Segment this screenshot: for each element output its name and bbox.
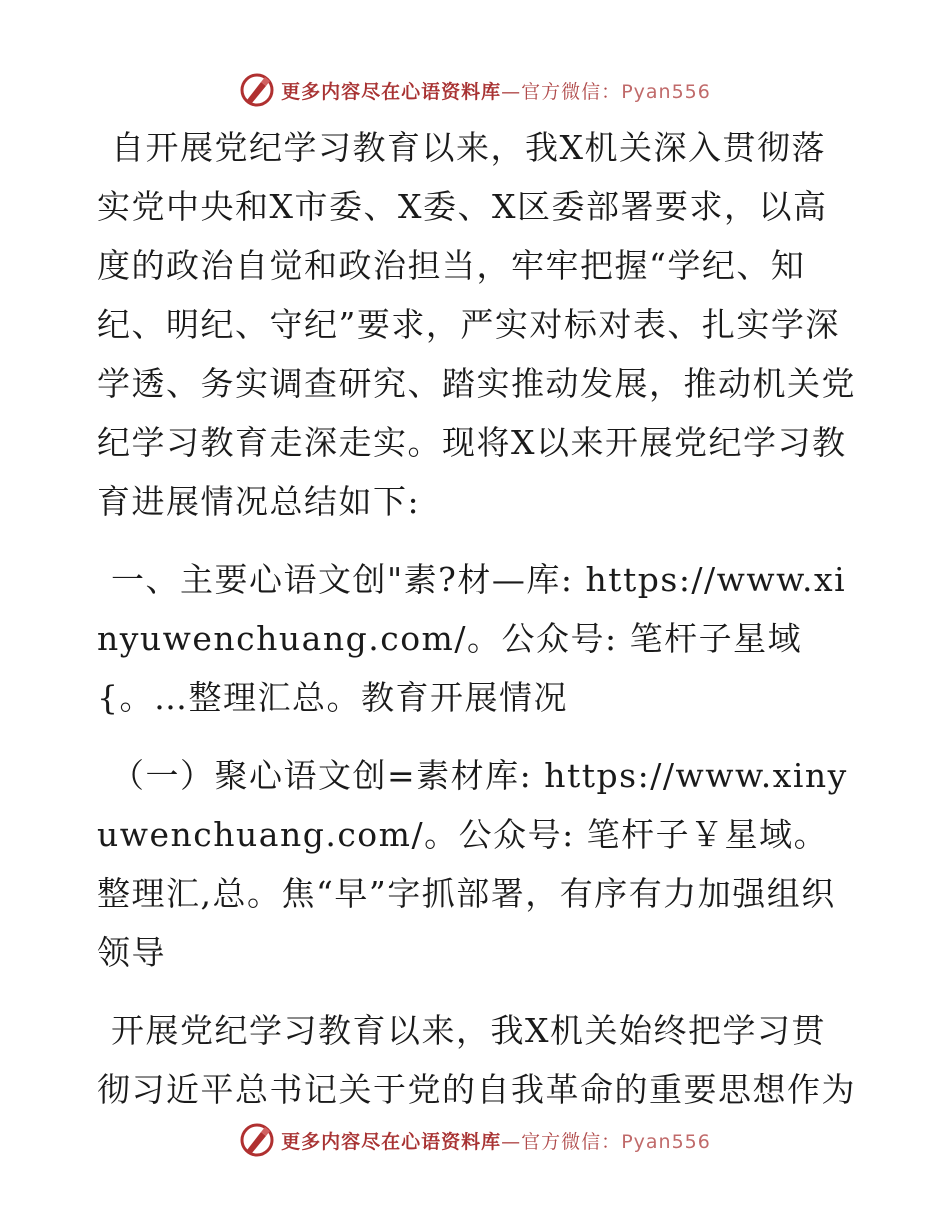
watermark-title: 更多内容尽在心语资料库 <box>281 1130 502 1153</box>
intro-paragraph: 自开展党纪学习教育以来，我X机关深入贯彻落实党中央和X市委、X委、X区委部署要求，以高度的政治自觉和政治担当，牢牢把握“学纪、知纪、明纪、守纪”要求，严实对标对表、扎实学深学透、务实调查研究、踏实推动发展，推动机关党纪学习教育走深走实。现将X以来开展党纪学习教育进展情况总结如下: <box>97 128 856 521</box>
body-paragraph: 开展党纪学习教育以来，我X机关始终把学习贯彻习近平总书记关于党的自我革命的重要思想作为 <box>97 1011 856 1109</box>
pen-logo-icon <box>239 1122 275 1158</box>
header-watermark <box>0 70 950 110</box>
pen-logo-icon <box>239 72 275 108</box>
watermark-dash: — <box>501 80 522 103</box>
watermark-wechat-id: Pyan556 <box>621 80 711 103</box>
subsection-heading-1: （一）聚心语文创=素材库: https://www.xinyuwenchuang.com/。公众号: 笔杆子￥星域。整理汇,总。焦“早”字抓部署，有序有力加强组织领导 <box>97 756 848 972</box>
watermark-wechat-id: Pyan556 <box>621 1130 711 1153</box>
watermark-wechat-label: 官方微信： <box>521 1130 622 1153</box>
footer-watermark <box>0 1120 950 1160</box>
watermark-dash: — <box>501 1130 522 1153</box>
document-body <box>97 118 857 1119</box>
section-heading-1: 一、主要心语文创"素?材—库: https://www.xinyuwenchuang.com/。公众号: 笔杆子星域{。…整理汇总。教育开展情况 <box>97 560 847 717</box>
watermark-title: 更多内容尽在心语资料库 <box>281 80 502 103</box>
watermark-wechat-label: 官方微信： <box>521 80 622 103</box>
